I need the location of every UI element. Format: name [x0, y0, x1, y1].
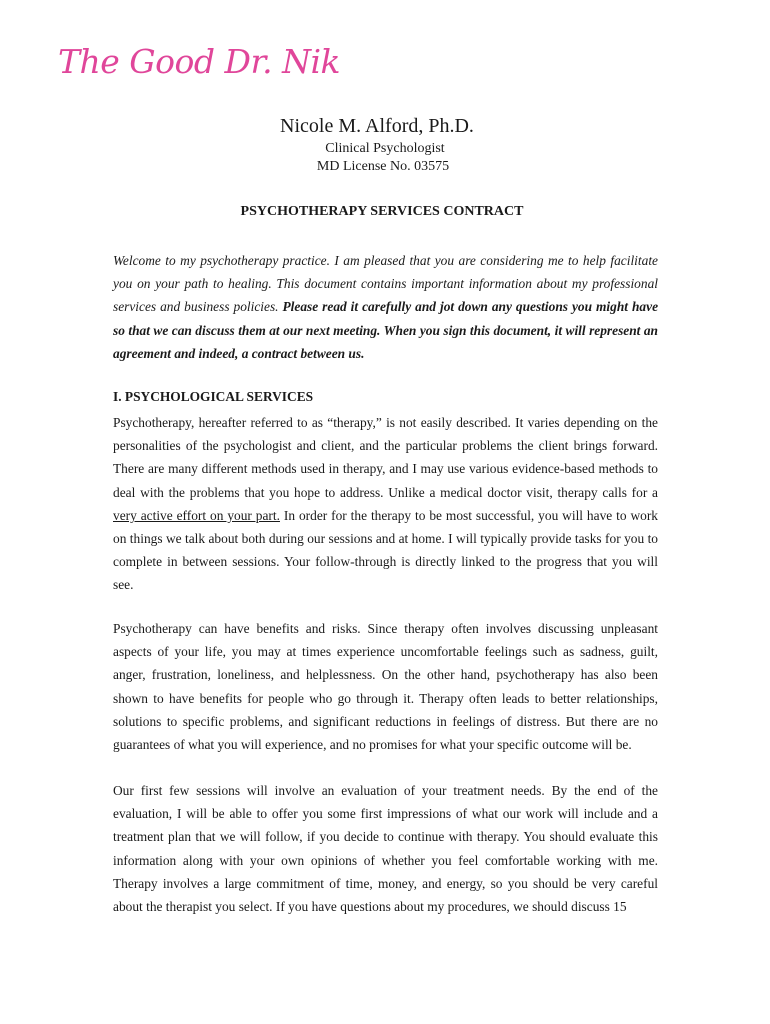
p1-text-before: Psychotherapy, hereafter referred to as “therapy,” is not easily described. It varies depending on the personalities of the psychologist and client, and the particular problems the client brings forward. There are many different methods used in therapy, and I may use various evidence-based methods to deal with the problems that you hope to address. Unlike a medical doctor visit, therapy calls for a [113, 415, 658, 500]
section-heading-psychological-services: I. PSYCHOLOGICAL SERVICES [113, 389, 314, 404]
provider-name: Nicole M. Alford, Ph.D. [280, 115, 474, 137]
p1-text-after: In order for the therapy to be most successful, you will have to work on things we talk about both during our sessions and at home. I will typically provide tasks for you to complete in between sessions. Your follow-through is directly linked to the progress that you will see. [113, 507, 658, 593]
paragraph-benefits-risks: Psychotherapy can have benefits and risks. Since therapy often involves discussing unpleasant aspects of your life, you may at times experience uncomfortable feelings such as sadness, guilt, anger, frustration, loneliness, and helplessness. On the other hand, psychotherapy has also been shown to have benefits for people who go through it. Therapy often leads to better relationships, solutions to specific problems, and significant reductions in feelings of distress. But there are no guarantees of what you will experience, and no promises for what your specific outcome will be. [113, 621, 658, 753]
license-number: MD License No. 03575 [316, 159, 450, 174]
paragraph-evaluation: Our first few sessions will involve an evaluation of your treatment needs. By the end of the evaluation, I will be able to offer you some first impressions of what our work will include and a treatment plan that we will follow, if you decide to continue with therapy. You should evaluate this information along with your own opinions of whether you feel comfortable working with me. Therapy involves a large commitment of time, money, and energy, so you should be very careful about the therapist you select. If you have questions about my procedures, we should discuss 15 [113, 783, 658, 915]
p1-underlined-phrase: very active effort on your part. [113, 507, 280, 523]
paragraph-therapy-description [113, 411, 658, 597]
practice-logo: The Good Dr. Nik [58, 42, 341, 81]
document-title: PSYCHOTHERAPY SERVICES CONTRACT [240, 204, 524, 219]
intro-paragraph [113, 249, 658, 365]
provider-title: Clinical Psychologist [325, 141, 445, 156]
intro-bold-text: Please read it carefully and jot down any questions you might have so that we can discuss them at our next meeting. When you sign this document, it will represent an agreement and indeed, a contract between us. [113, 299, 659, 361]
intro-italic-text: Welcome to my psychotherapy practice. I am pleased that you are considering me to help facilitate you on your path to healing. This document contains important information about my professional services and business policies. [113, 253, 658, 315]
